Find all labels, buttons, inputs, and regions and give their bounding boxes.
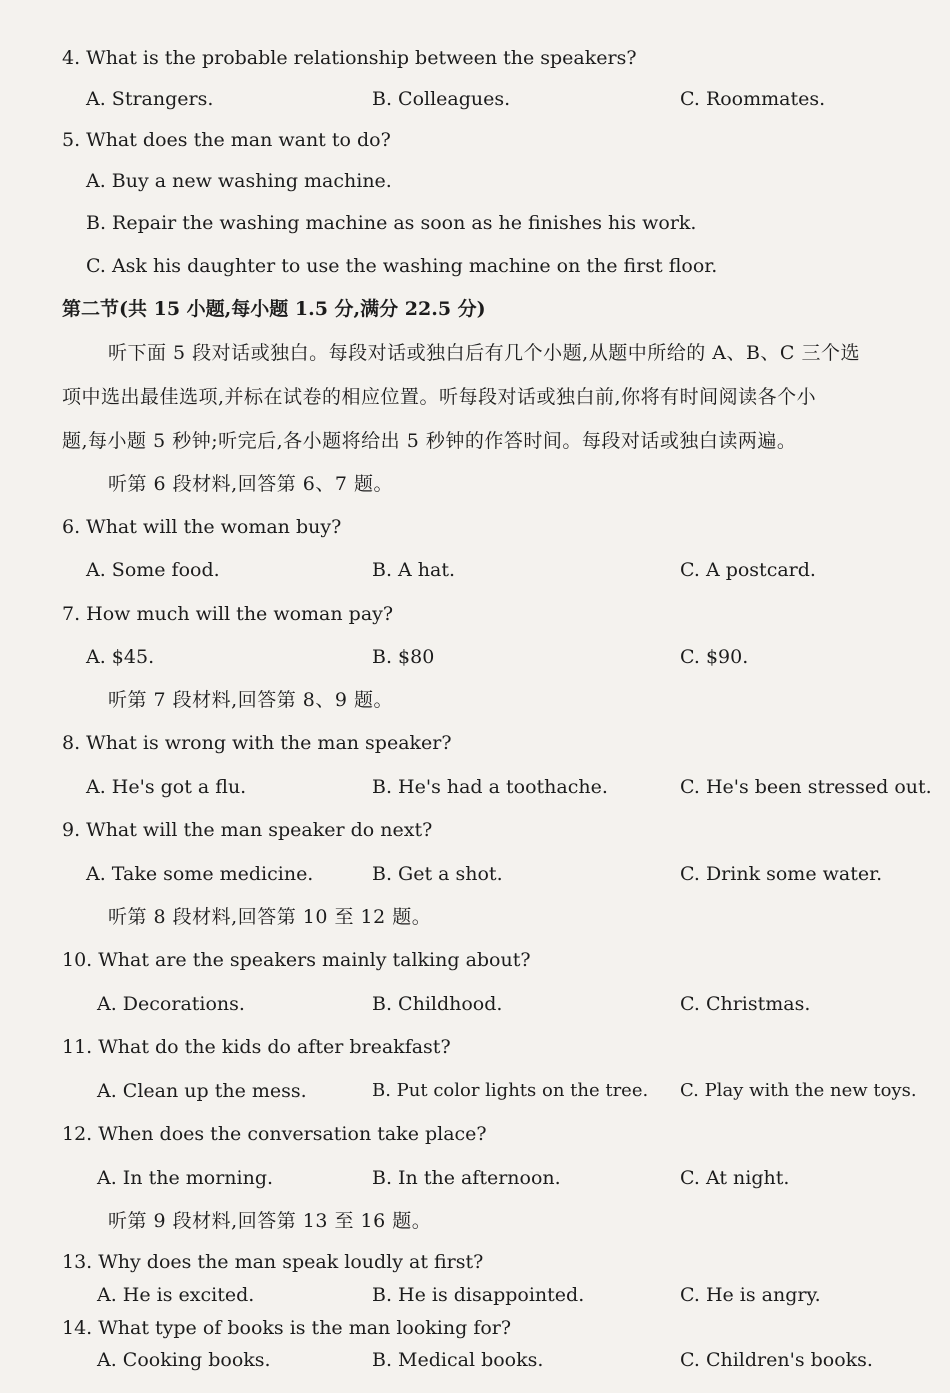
question-14: 14. What type of books is the man looking for? (62, 1317, 512, 1339)
q12-option-c: C. At night. (680, 1167, 790, 1189)
q7-option-b: B. $80 (372, 646, 435, 668)
instruction-line-1: 听下面 5 段对话或独白。每段对话或独白后有几个小题,从题中所给的 A、B、C 三个选 (108, 342, 861, 364)
q5-option-b: B. Repair the washing machine as soon as he finishes his work. (86, 212, 697, 234)
section-heading: 第二节(共 15 小题,每小题 1.5 分,满分 22.5 分) (62, 298, 486, 320)
q9-option-c: C. Drink some water. (680, 863, 883, 885)
q4-option-b: B. Colleagues. (372, 88, 511, 110)
q9-option-a: A. Take some medicine. (86, 863, 314, 885)
q14-option-b: B. Medical books. (372, 1349, 544, 1371)
q11-option-a: A. Clean up the mess. (97, 1080, 307, 1102)
question-9: 9. What will the man speaker do next? (62, 819, 433, 841)
q6-option-c: C. A postcard. (680, 559, 816, 581)
segment-6-heading: 听第 6 段材料,回答第 6、7 题。 (108, 473, 393, 495)
q14-option-a: A. Cooking books. (97, 1349, 271, 1371)
question-5: 5. What does the man want to do? (62, 129, 391, 151)
q10-option-b: B. Childhood. (372, 993, 503, 1015)
question-10: 10. What are the speakers mainly talking about? (62, 949, 531, 971)
q7-option-a: A. $45. (86, 646, 155, 668)
q11-option-b: B. Put color lights on the tree. (372, 1080, 649, 1101)
q9-option-b: B. Get a shot. (372, 863, 503, 885)
q12-option-b: B. In the afternoon. (372, 1167, 561, 1189)
q4-option-a: A. Strangers. (86, 88, 214, 110)
q11-option-c: C. Play with the new toys. (680, 1080, 917, 1101)
q4-option-c: C. Roommates. (680, 88, 826, 110)
q13-option-c: C. He is angry. (680, 1284, 821, 1306)
question-13: 13. Why does the man speak loudly at first? (62, 1251, 484, 1273)
q12-option-a: A. In the morning. (97, 1167, 274, 1189)
q5-option-a: A. Buy a new washing machine. (86, 170, 392, 192)
q10-option-c: C. Christmas. (680, 993, 811, 1015)
q8-option-a: A. He's got a flu. (86, 776, 247, 798)
q6-option-b: B. A hat. (372, 559, 456, 581)
q14-option-c: C. Children's books. (680, 1349, 873, 1371)
q13-option-b: B. He is disappointed. (372, 1284, 585, 1306)
q8-option-b: B. He's had a toothache. (372, 776, 608, 798)
segment-8-heading: 听第 8 段材料,回答第 10 至 12 题。 (108, 906, 432, 928)
segment-9-heading: 听第 9 段材料,回答第 13 至 16 题。 (108, 1210, 432, 1232)
q13-option-a: A. He is excited. (97, 1284, 255, 1306)
question-12: 12. When does the conversation take place? (62, 1123, 487, 1145)
q8-option-c: C. He's been stressed out. (680, 776, 932, 798)
instruction-line-3: 题,每小题 5 秒钟;听完后,各小题将给出 5 秒钟的作答时间。每段对话或独白读两遍。 (62, 430, 797, 452)
instruction-line-2: 项中选出最佳选项,并标在试卷的相应位置。听每段对话或独白前,你将有时间阅读各个小 (62, 386, 817, 408)
question-8: 8. What is wrong with the man speaker? (62, 732, 452, 754)
question-11: 11. What do the kids do after breakfast? (62, 1036, 451, 1058)
q6-option-a: A. Some food. (86, 559, 220, 581)
q7-option-c: C. $90. (680, 646, 749, 668)
q5-option-c: C. Ask his daughter to use the washing machine on the first floor. (86, 255, 718, 277)
segment-7-heading: 听第 7 段材料,回答第 8、9 题。 (108, 689, 393, 711)
question-4: 4. What is the probable relationship between the speakers? (62, 47, 637, 69)
q10-option-a: A. Decorations. (97, 993, 245, 1015)
question-7: 7. How much will the woman pay? (62, 603, 394, 625)
question-6: 6. What will the woman buy? (62, 516, 342, 538)
